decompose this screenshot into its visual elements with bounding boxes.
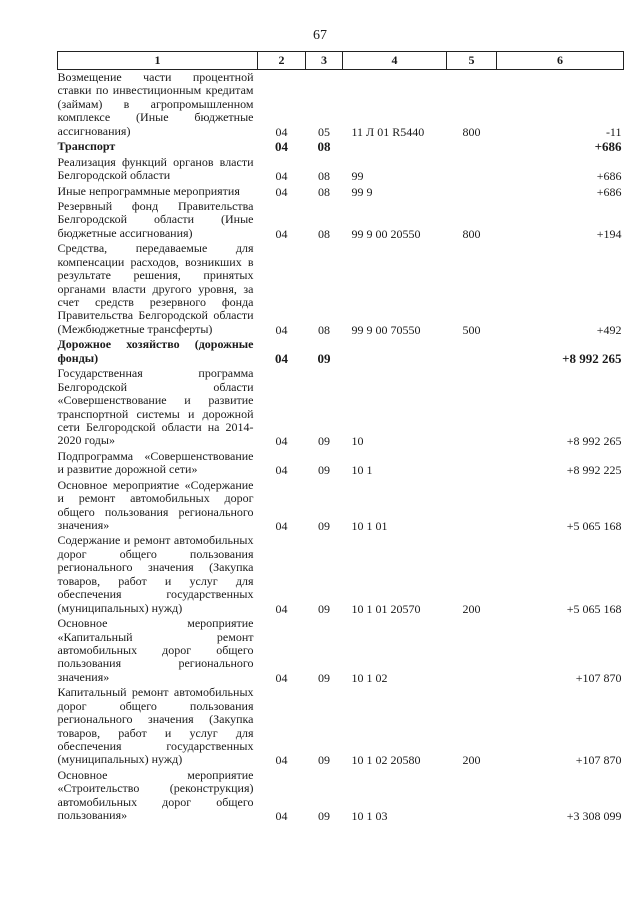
table-row	[58, 155, 624, 184]
amount: +8 992 265	[566, 434, 622, 449]
item-name: Иные непрограммные мероприятия	[57, 183, 240, 198]
table-row	[58, 768, 624, 824]
table-header-row	[58, 52, 624, 70]
section-code: 04	[275, 434, 288, 449]
amount: +194	[596, 226, 622, 241]
expense-type-code	[447, 449, 497, 478]
subsection-code: 09	[318, 463, 330, 478]
item-name: Дорожное хозяйство (дорожные фонды)	[57, 337, 254, 365]
expense-type-code: 500	[462, 322, 481, 337]
target-article-code: 10 1 01 20570	[351, 601, 421, 616]
column-header-3: 3	[306, 52, 343, 70]
item-name: Основное мероприятие «Капитальный ремонт автомобильных дорог общего пользования регионального значения»	[57, 616, 254, 684]
table-row	[58, 184, 624, 199]
section-code: 04	[275, 139, 288, 155]
section-code: 04	[275, 169, 288, 184]
table-row	[58, 199, 624, 241]
subsection-code: 09	[318, 670, 330, 685]
item-name: Резервный фонд Правительства Белгородской области (Иные бюджетные ассигнования)	[57, 198, 254, 240]
subsection-code: 09	[318, 809, 330, 824]
amount: +686	[594, 139, 622, 155]
subsection-code: 08	[317, 139, 331, 155]
target-article-code: 99 9 00 20550	[351, 226, 421, 241]
table-row	[58, 70, 624, 140]
column-header-2: 2	[258, 52, 306, 70]
table-row	[58, 478, 624, 534]
expense-type-code: 200	[462, 601, 481, 616]
item-name: Средства, передаваемые для компенсации расходов, возникших в результате решения, принятых органами власти другого уровня, за счет средств резервного фонда Правительства Белгородской области (Межбюджетные трансферты)	[57, 241, 254, 336]
section-code: 04	[275, 463, 288, 478]
expense-type-code: 800	[462, 226, 481, 241]
amount: +5 065 168	[566, 601, 622, 616]
expense-type-code: 200	[462, 753, 481, 768]
table-row	[58, 139, 624, 154]
target-article-code: 10 1 02	[351, 670, 388, 685]
expense-type-code	[447, 155, 497, 184]
table-row	[58, 533, 624, 616]
subsection-code: 08	[318, 169, 330, 184]
subsection-code: 09	[318, 519, 330, 533]
page-number: 67	[313, 28, 327, 43]
table-row	[58, 366, 624, 449]
target-article-code: 10	[351, 434, 364, 449]
target-article-code: 99 9	[351, 184, 373, 199]
target-article-code: 10 1	[351, 463, 373, 478]
subsection-code: 09	[318, 434, 330, 449]
item-name: Основное мероприятие «Строительство (реконструкция) автомобильных дорог общего пользования»	[57, 767, 254, 823]
table-row	[58, 449, 624, 478]
section-code: 04	[275, 519, 288, 533]
section-code: 04	[275, 124, 288, 139]
subsection-code: 08	[318, 322, 330, 337]
amount: -11	[605, 124, 622, 139]
amount: +686	[596, 184, 622, 199]
expense-type-code: 800	[462, 124, 481, 139]
section-code: 04	[275, 670, 288, 685]
target-article-code: 10 1 03	[351, 809, 388, 824]
target-article-code: 99	[351, 169, 364, 184]
expense-type-code	[447, 768, 497, 824]
subsection-code: 09	[318, 753, 330, 768]
subsection-code: 05	[318, 124, 330, 139]
column-header-5: 5	[447, 52, 497, 70]
amount: +107 870	[575, 670, 622, 685]
amount: +492	[596, 322, 622, 337]
expense-type-code	[447, 139, 497, 154]
target-article-code: 10 1 02 20580	[351, 753, 421, 768]
amount: +8 992 265	[562, 350, 622, 366]
subsection-code: 08	[318, 184, 330, 199]
table-row	[58, 685, 624, 768]
target-article-code	[343, 139, 447, 154]
amount: +3 308 099	[566, 809, 622, 824]
column-header-4: 4	[343, 52, 447, 70]
item-name: Капитальный ремонт автомобильных дорог общего пользования регионального значения (Закупка товаров, работ и услуг для обеспечения государственных (муниципальных) нужд)	[57, 685, 254, 767]
expense-type-code	[447, 337, 497, 366]
table-row	[58, 337, 624, 366]
column-header-1: 1	[58, 52, 258, 70]
item-name: Реализация функций органов власти Белгородской области	[57, 154, 254, 183]
item-name: Государственная программа Белгородской области «Совершенствование и развитие транспортной системы и дорожной сети Белгородской области на 2014-2020 годы»	[57, 366, 254, 448]
target-article-code: 11 Л 01 R5440	[351, 124, 425, 139]
item-name: Транспорт	[57, 139, 116, 154]
subsection-code: 09	[317, 350, 331, 366]
column-header-6: 6	[497, 52, 624, 70]
expense-type-code	[447, 366, 497, 449]
subsection-code: 08	[318, 226, 330, 241]
amount: +686	[596, 169, 622, 184]
item-name: Содержание и ремонт автомобильных дорог общего пользования регионального значения (Закупка товаров, работ и услуг для обеспечения государственных (муниципальных) нужд)	[57, 533, 254, 615]
expense-type-code	[447, 184, 497, 199]
target-article-code: 10 1 01	[351, 519, 388, 533]
target-article-code	[343, 337, 447, 366]
table-row	[58, 616, 624, 685]
amount: +8 992 225	[566, 463, 622, 478]
section-code: 04	[275, 753, 288, 768]
section-code: 04	[275, 601, 288, 616]
section-code: 04	[275, 350, 288, 366]
expense-type-code	[447, 478, 497, 534]
section-code: 04	[275, 184, 288, 199]
section-code: 04	[275, 322, 288, 337]
item-name: Подпрограмма «Совершенствование и развитие дорожной сети»	[57, 448, 254, 477]
item-name: Возмещение части процентной ставки по инвестиционным кредитам (займам) в агропромышленном комплексе (Иные бюджетные ассигнования)	[57, 70, 254, 138]
amount: +5 065 168	[566, 519, 622, 533]
expense-type-code	[447, 616, 497, 685]
table-row	[58, 241, 624, 337]
table-body	[58, 70, 624, 824]
section-code: 04	[275, 226, 288, 241]
budget-table	[57, 51, 623, 824]
amount: +107 870	[575, 753, 622, 768]
section-code: 04	[275, 809, 288, 824]
target-article-code: 99 9 00 70550	[351, 322, 421, 337]
item-name: Основное мероприятие «Содержание и ремонт автомобильных дорог общего пользования регионального значения»	[57, 477, 254, 532]
subsection-code: 09	[318, 601, 330, 616]
